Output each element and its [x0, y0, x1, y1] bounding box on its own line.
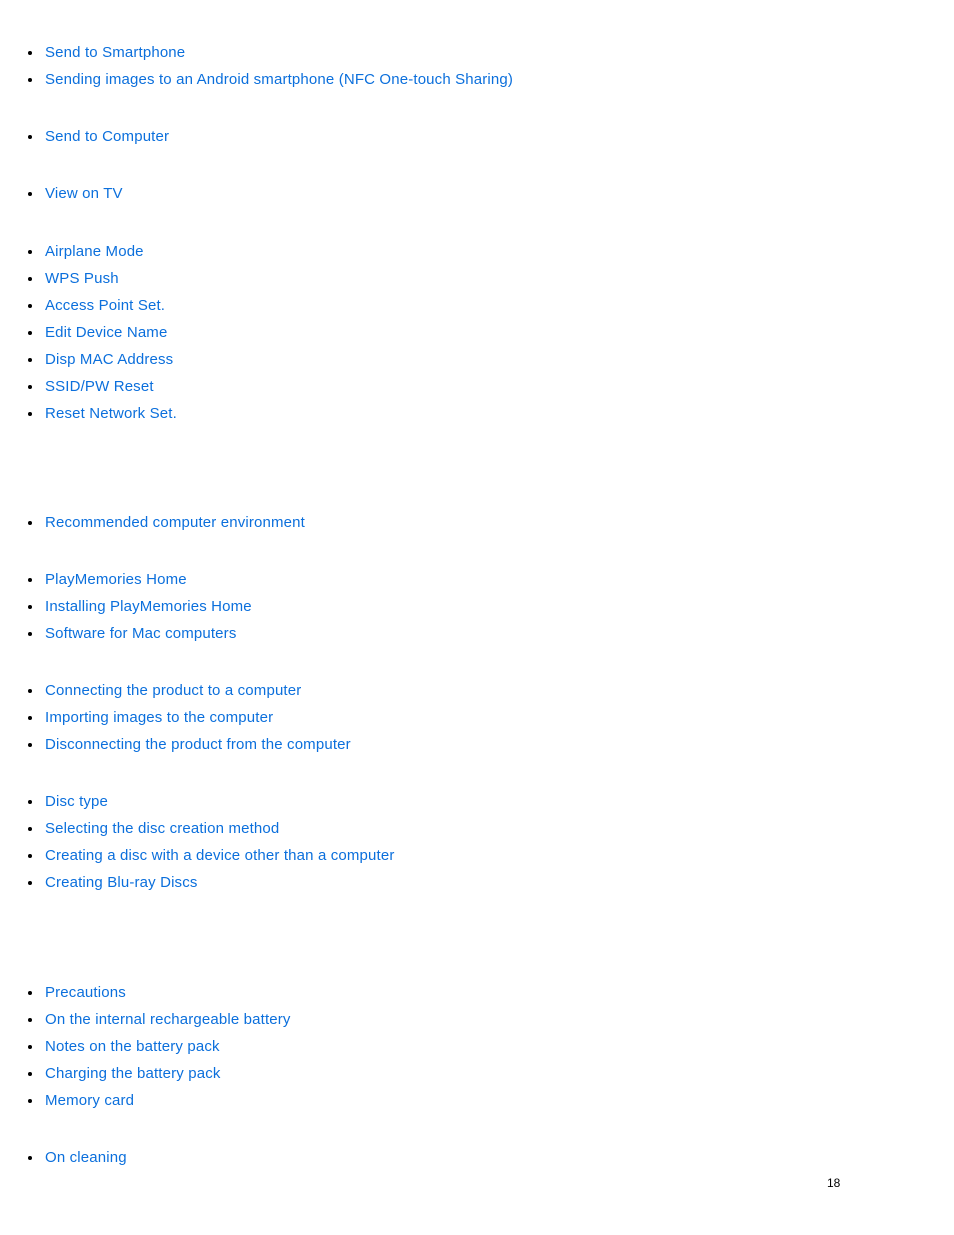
link-group — [0, 566, 252, 647]
list-item — [0, 566, 252, 593]
list-item — [0, 815, 395, 842]
toc-link[interactable]: Connecting the product to a computer — [45, 682, 302, 699]
link-group — [0, 123, 169, 150]
toc-link[interactable]: On cleaning — [45, 1149, 127, 1166]
list-item — [0, 373, 177, 400]
list-item — [0, 180, 123, 207]
toc-link[interactable]: Disconnecting the product from the computer — [45, 736, 351, 753]
bullet-icon — [28, 1018, 32, 1022]
list-item — [0, 400, 177, 427]
toc-link[interactable]: Access Point Set. — [45, 297, 166, 314]
toc-link[interactable]: Notes on the battery pack — [45, 1038, 220, 1055]
toc-link[interactable]: WPS Push — [45, 270, 119, 287]
list-item — [0, 620, 252, 647]
toc-link[interactable]: Creating Blu-ray Discs — [45, 874, 198, 891]
bullet-icon — [28, 743, 32, 747]
bullet-icon — [28, 521, 32, 525]
toc-link[interactable]: SSID/PW Reset — [45, 378, 154, 395]
list-item — [0, 1033, 291, 1060]
list-item — [0, 731, 351, 758]
link-group — [0, 509, 305, 536]
toc-link[interactable]: On the internal rechargeable battery — [45, 1011, 291, 1028]
toc-link[interactable]: Precautions — [45, 984, 126, 1001]
toc-link[interactable]: Reset Network Set. — [45, 405, 177, 422]
bullet-icon — [28, 605, 32, 609]
bullet-icon — [28, 881, 32, 885]
toc-link[interactable]: PlayMemories Home — [45, 571, 187, 588]
toc-link[interactable]: Send to Smartphone — [45, 44, 186, 61]
list-item — [0, 346, 177, 373]
list-item — [0, 979, 291, 1006]
link-group — [0, 39, 513, 93]
toc-link[interactable]: Installing PlayMemories Home — [45, 598, 252, 615]
list-item — [0, 1144, 127, 1171]
bullet-icon — [28, 689, 32, 693]
list-item — [0, 842, 395, 869]
toc-link[interactable]: Airplane Mode — [45, 243, 144, 260]
bullet-icon — [28, 78, 32, 82]
toc-link[interactable]: Creating a disc with a device other than a computer — [45, 847, 395, 864]
list-item — [0, 1060, 291, 1087]
list-item — [0, 869, 395, 896]
link-group — [0, 979, 291, 1114]
list-item — [0, 123, 169, 150]
toc-link[interactable]: View on TV — [45, 185, 123, 202]
link-group — [0, 1144, 127, 1171]
list-item — [0, 788, 395, 815]
bullet-icon — [28, 1072, 32, 1076]
list-item — [0, 1087, 291, 1114]
bullet-icon — [28, 632, 32, 636]
link-group — [0, 238, 177, 427]
list-item — [0, 593, 252, 620]
toc-link[interactable]: Selecting the disc creation method — [45, 820, 280, 837]
toc-link[interactable]: Charging the battery pack — [45, 1065, 221, 1082]
list-item — [0, 704, 351, 731]
bullet-icon — [28, 1156, 32, 1160]
list-item — [0, 509, 305, 536]
list-item — [0, 39, 513, 66]
list-item — [0, 66, 513, 93]
bullet-icon — [28, 716, 32, 720]
bullet-icon — [28, 51, 32, 55]
link-group — [0, 788, 395, 896]
bullet-icon — [28, 135, 32, 139]
toc-link[interactable]: Memory card — [45, 1092, 135, 1109]
toc-link[interactable]: Edit Device Name — [45, 324, 168, 341]
bullet-icon — [28, 854, 32, 858]
bullet-icon — [28, 304, 32, 308]
toc-link[interactable]: Send to Computer — [45, 128, 170, 145]
bullet-icon — [28, 331, 32, 335]
link-group — [0, 180, 123, 207]
toc-link[interactable]: Recommended computer environment — [45, 514, 305, 531]
bullet-icon — [28, 800, 32, 804]
bullet-icon — [28, 277, 32, 281]
link-group — [0, 677, 351, 758]
bullet-icon — [28, 250, 32, 254]
bullet-icon — [28, 578, 32, 582]
bullet-icon — [28, 827, 32, 831]
list-item — [0, 319, 177, 346]
toc-link[interactable]: Sending images to an Android smartphone (NFC One-touch Sharing) — [45, 71, 514, 88]
bullet-icon — [28, 991, 32, 995]
list-item — [0, 238, 177, 265]
bullet-icon — [28, 1045, 32, 1049]
toc-link[interactable]: Disp MAC Address — [45, 351, 174, 368]
list-item — [0, 1006, 291, 1033]
list-item — [0, 265, 177, 292]
list-item — [0, 677, 351, 704]
bullet-icon — [28, 1099, 32, 1103]
bullet-icon — [28, 385, 32, 389]
toc-link[interactable]: Importing images to the computer — [45, 709, 274, 726]
toc-link[interactable]: Software for Mac computers — [45, 625, 237, 642]
bullet-icon — [28, 192, 32, 196]
bullet-icon — [28, 412, 32, 416]
toc-link[interactable]: Disc type — [45, 793, 109, 810]
bullet-icon — [28, 358, 32, 362]
page-number: 18 — [827, 1176, 841, 1190]
list-item — [0, 292, 177, 319]
